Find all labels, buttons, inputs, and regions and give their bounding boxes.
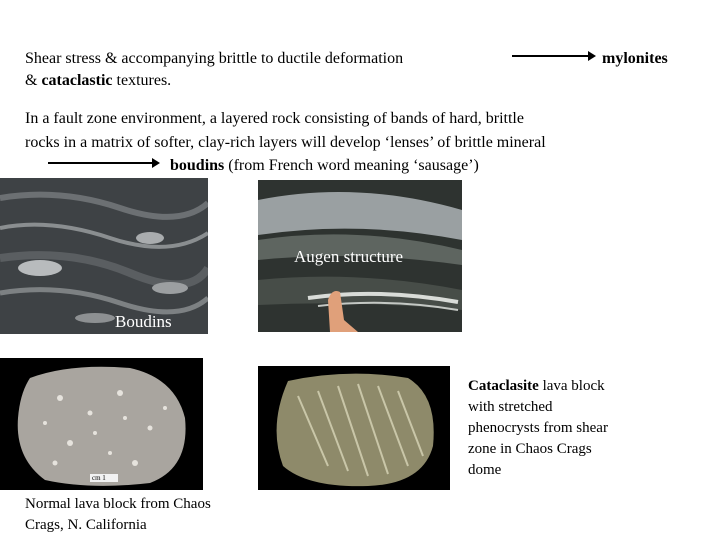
para-line-1: In a fault zone environment, a layered rock consisting of bands of hard, brittle (25, 110, 524, 127)
cataclasite-caption-line-2: with stretched (468, 399, 553, 415)
header-line-1-text: Shear stress & accompanying brittle to ductile deformation (25, 50, 404, 67)
para-line-3-rest: (from French word meaning ‘sausage’) (224, 157, 479, 174)
header-line-1 (25, 48, 403, 70)
cataclasite-caption-bold: Cataclasite (468, 378, 539, 394)
header-arrow (512, 55, 594, 57)
para-line-2: rocks in a matrix of softer, clay-rich layers will develop ‘lenses’ of brittle mineral (25, 134, 546, 151)
header-line-2 (25, 70, 171, 92)
cataclasite-caption-line-5: dome (468, 462, 502, 478)
boudins-label: Boudins (115, 312, 172, 331)
cataclasite-photo (258, 366, 450, 490)
para-line-3 (170, 155, 479, 177)
cataclasite-caption-line-4: zone in Chaos Crags (468, 441, 592, 457)
scale-label: cm 1 (92, 474, 106, 482)
cataclasite-caption-text: lava block (542, 378, 605, 394)
cataclasite-caption (468, 376, 608, 481)
normal-lava-photo (0, 358, 203, 490)
header-line-2-prefix: & (25, 72, 42, 89)
boudins-photo (0, 178, 208, 334)
augen-label: Augen structure (294, 247, 404, 266)
header-result: mylonites (602, 50, 668, 67)
normal-lava-caption (25, 494, 211, 536)
normal-lava-caption-line-1: Normal lava block from Chaos (25, 496, 211, 512)
para-line-3-bold: boudins (170, 157, 225, 174)
cataclasite-caption-line-1 (468, 376, 608, 397)
normal-lava-caption-line-2: Crags, N. California (25, 517, 147, 533)
para-arrow (48, 162, 158, 164)
header-line-2-bold: cataclastic (41, 72, 113, 89)
cataclasite-caption-line-3: phenocrysts from shear (468, 420, 608, 436)
header-line-2-suffix: textures. (112, 72, 172, 89)
